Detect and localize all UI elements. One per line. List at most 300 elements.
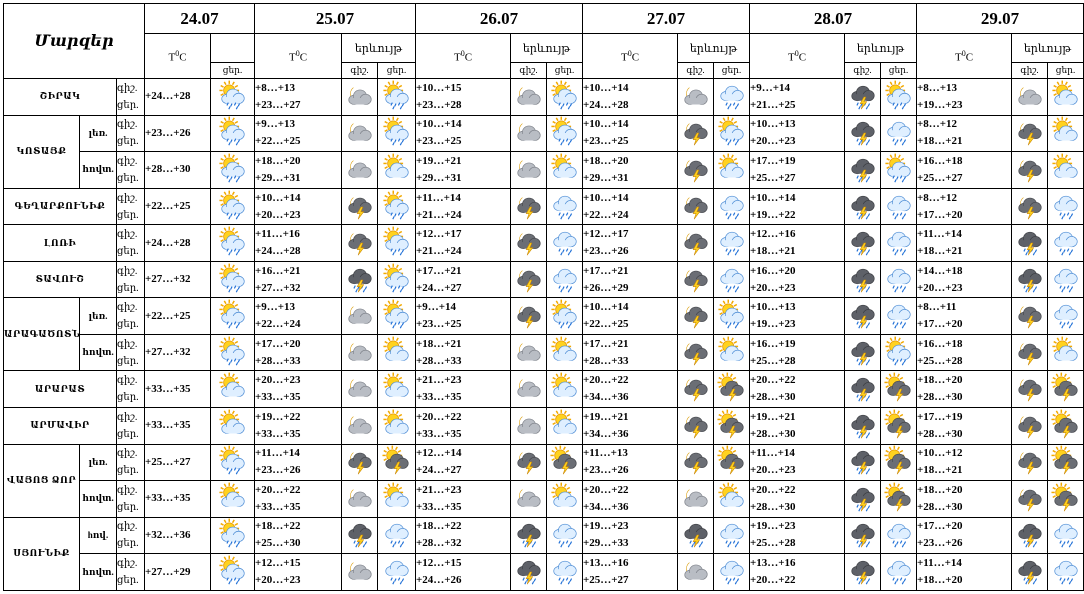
weather-icon-cell-night (678, 188, 714, 225)
temperature-cell (750, 188, 845, 225)
day-label: ցեր. (117, 538, 139, 550)
weather-header: երևույթ (511, 34, 583, 62)
day-temperature: +33…+35 (416, 500, 462, 513)
night-temperature: +21…+23 (416, 483, 462, 496)
sun-cloud-rain-icon (881, 82, 916, 112)
day-temperature: +18…+21 (917, 464, 963, 477)
storm-cloud-icon (845, 118, 880, 148)
day-temperature: +27…+32 (145, 273, 191, 286)
forecast-table (3, 3, 1084, 591)
weather-icon-cell-day (378, 371, 416, 408)
night-temperature: +10…+14 (583, 118, 629, 131)
region-row (4, 444, 1084, 481)
temperature-cell (917, 517, 1012, 554)
sun-cloud-rain-icon (211, 82, 254, 112)
day-temperature: +20…+23 (750, 135, 796, 148)
night-temperature: +17…+19 (917, 410, 963, 423)
temperature-cell (145, 554, 211, 591)
weather-icon-cell-day (881, 79, 917, 116)
night-label: գիշ. (117, 558, 138, 570)
weather-icon-cell-day (714, 408, 750, 445)
night-temperature: +13…+16 (583, 557, 629, 570)
night-temperature: +19…+22 (255, 410, 301, 423)
storm-cloud-icon (1012, 520, 1047, 550)
sun-cloud-rain-icon (211, 265, 254, 295)
weather-icon-cell-day (211, 481, 255, 518)
day-temperature: +20…+23 (750, 281, 796, 294)
moon-storm-icon (1012, 374, 1047, 404)
storm-cloud-icon (845, 192, 880, 222)
day-temperature: +29…+31 (255, 171, 301, 184)
temperature-cell (917, 79, 1012, 116)
day-label: ցեր. (117, 392, 139, 404)
date-header: 24.07 (145, 4, 255, 34)
moon-storm-icon (1012, 192, 1047, 222)
day-temperature: +34…+36 (583, 391, 629, 404)
weather-icon-cell-night (1012, 334, 1048, 371)
weather-icon-cell-day (714, 152, 750, 189)
temperature-cell (583, 115, 678, 152)
storm-cloud-icon (845, 374, 880, 404)
moon-cloud-icon (342, 118, 377, 148)
night-temperature: +9…+14 (750, 81, 791, 94)
day-temperature: +25…+28 (750, 354, 796, 367)
weather-icon-cell-day (881, 152, 917, 189)
cloud-rain-icon (714, 192, 749, 222)
night-temperature: +17…+20 (917, 520, 963, 533)
time-of-day-label (117, 444, 145, 481)
cloud-rain-icon (547, 557, 582, 587)
day-temperature: +20…+23 (255, 574, 301, 587)
temperature-cell (583, 79, 678, 116)
region-name: ՎԱՅՈՑ ՁՈՐ (4, 444, 80, 517)
day-temperature: +22…+24 (255, 318, 301, 331)
cloud-rain-icon (881, 301, 916, 331)
night-subheader: գիշ. (511, 62, 547, 78)
sun-cloud-icon (378, 374, 415, 404)
sun-cloud-rain-icon (211, 447, 254, 477)
weather-icon-cell-night (1012, 225, 1048, 262)
sun-cloud-rain-icon (211, 520, 254, 550)
temperature-cell (583, 261, 678, 298)
temperature-cell (583, 152, 678, 189)
sun-cloud-rain-icon (378, 228, 415, 258)
day-subheader: ցեր. (881, 62, 917, 78)
night-temperature: +16…+18 (917, 154, 963, 167)
area-label: հովտ. (80, 481, 117, 518)
weather-icon-cell-day (211, 408, 255, 445)
day-temperature: +28…+30 (145, 163, 191, 176)
night-temperature: +10…+12 (917, 447, 963, 460)
moon-cloud-icon (511, 82, 546, 112)
storm-cloud-icon (845, 301, 880, 331)
night-temperature: +18…+21 (416, 337, 462, 350)
weather-icon-cell-day (211, 79, 255, 116)
time-of-day-label (117, 152, 145, 189)
region-row (4, 481, 1084, 518)
night-temperature: +10…+15 (416, 81, 462, 94)
temperature-cell (255, 261, 342, 298)
temperature-cell (917, 152, 1012, 189)
sun-cloud-icon (378, 155, 415, 185)
time-of-day-label (117, 481, 145, 518)
weather-icon-cell-day (547, 517, 583, 554)
weather-icon-cell-night (845, 408, 881, 445)
temperature-cell (255, 481, 342, 518)
temp-unit: C (798, 51, 807, 64)
night-temperature: +10…+13 (750, 118, 796, 131)
day-temperature: +33…+35 (145, 419, 191, 432)
temperature-cell (416, 225, 511, 262)
time-of-day-label (117, 298, 145, 335)
moon-storm-icon (1012, 301, 1047, 331)
weather-icon-cell-day (211, 298, 255, 335)
cloud-rain-icon (1048, 265, 1083, 295)
weather-icon-cell-day (378, 517, 416, 554)
day-temperature: +24…+28 (145, 236, 191, 249)
temperature-cell (750, 334, 845, 371)
night-temperature: +20…+22 (583, 374, 629, 387)
weather-icon-cell-day (378, 225, 416, 262)
area-label: լեռ. (80, 444, 117, 481)
weather-icon-cell-night (845, 261, 881, 298)
day-temperature: +28…+30 (750, 500, 796, 513)
weather-icon-cell-night (845, 298, 881, 335)
weather-icon-cell-night (1012, 115, 1048, 152)
storm-cloud-icon (845, 228, 880, 258)
day-temperature: +23…+25 (416, 318, 462, 331)
night-temperature: +19…+23 (583, 520, 629, 533)
moon-storm-icon (511, 192, 546, 222)
day-subheader: ցեր. (714, 62, 750, 78)
night-subheader: գիշ. (678, 62, 714, 78)
weather-icon-cell-night (678, 481, 714, 518)
moon-storm-icon (1012, 338, 1047, 368)
night-temperature: +18…+22 (255, 520, 301, 533)
day-temperature: +33…+35 (255, 500, 301, 513)
temperature-cell (750, 371, 845, 408)
weather-header: երևույթ (845, 34, 917, 62)
cloud-rain-icon (547, 520, 582, 550)
temperature-cell (917, 188, 1012, 225)
moon-storm-icon (678, 447, 713, 477)
sun-cloud-rain-icon (211, 118, 254, 148)
moon-cloud-icon (342, 411, 377, 441)
sun-cloud-icon (211, 374, 254, 404)
weather-icon-cell-day (1048, 298, 1084, 335)
cloud-rain-icon (547, 192, 582, 222)
night-temperature: +9…+13 (255, 118, 296, 131)
weather-icon-cell-night (342, 261, 378, 298)
time-of-day-label (117, 79, 145, 116)
temperature-cell (583, 188, 678, 225)
night-temperature: +10…+14 (583, 191, 629, 204)
sun-cloud-icon (547, 155, 582, 185)
day-label: ցեր. (117, 246, 139, 258)
weather-icon-cell-day (211, 554, 255, 591)
moon-storm-icon (511, 228, 546, 258)
region-name: ԼՈՌԻ (4, 225, 117, 262)
degree-mark: 0 (961, 48, 966, 58)
temperature-cell (583, 334, 678, 371)
region-row (4, 408, 1084, 445)
weather-icon-cell-day (881, 408, 917, 445)
weather-icon-cell-day (881, 517, 917, 554)
region-row (4, 334, 1084, 371)
weather-icon-cell-day (714, 298, 750, 335)
temperature-cell (255, 115, 342, 152)
day-label: ցեր. (117, 282, 139, 294)
day-temperature: +27…+32 (255, 281, 301, 294)
night-temperature: +12…+15 (416, 557, 462, 570)
night-temperature: +17…+19 (750, 154, 796, 167)
weather-icon-cell-day (547, 371, 583, 408)
weather-icon-cell-day (547, 188, 583, 225)
temperature-cell (145, 225, 211, 262)
storm-cloud-icon (511, 520, 546, 550)
moon-cloud-icon (342, 374, 377, 404)
weather-icon-cell-day (714, 115, 750, 152)
weather-icon-cell-day (547, 115, 583, 152)
weather-icon-cell-night (511, 444, 547, 481)
weather-icon-cell-day (547, 408, 583, 445)
weather-icon-cell-day (881, 444, 917, 481)
weather-icon-cell-day (378, 481, 416, 518)
sun-cloud-storm-icon (1048, 411, 1083, 441)
weather-icon-cell-day (714, 188, 750, 225)
weather-icon-cell-day (547, 481, 583, 518)
temperature-cell (750, 481, 845, 518)
day-temperature: +18…+21 (750, 245, 796, 258)
day-temperature: +33…+35 (255, 427, 301, 440)
weather-header: երևույթ (1012, 34, 1084, 62)
weather-icon-cell-night (342, 481, 378, 518)
storm-cloud-icon (845, 155, 880, 185)
night-temperature: +20…+22 (255, 483, 301, 496)
weather-icon-cell-night (678, 79, 714, 116)
sun-cloud-rain-icon (378, 118, 415, 148)
cloud-rain-icon (1048, 228, 1083, 258)
sun-cloud-icon (714, 338, 749, 368)
weather-icon-cell-day (378, 444, 416, 481)
weather-icon-cell-day (881, 371, 917, 408)
day-temperature: +29…+33 (583, 537, 629, 550)
night-temperature: +10…+14 (750, 191, 796, 204)
night-temperature: +18…+20 (255, 154, 301, 167)
day-temperature: +21…+24 (416, 245, 462, 258)
sun-cloud-icon (378, 338, 415, 368)
temperature-cell (750, 554, 845, 591)
night-temperature: +12…+16 (750, 228, 796, 241)
sun-cloud-rain-icon (714, 118, 749, 148)
weather-icon-cell-day (1048, 408, 1084, 445)
temperature-cell (145, 115, 211, 152)
day-temperature: +28…+30 (917, 391, 963, 404)
weather-icon-cell-night (511, 79, 547, 116)
sun-cloud-icon (547, 338, 582, 368)
weather-icon-cell-night (342, 554, 378, 591)
temperature-cell (145, 261, 211, 298)
day-temperature: +29…+31 (416, 171, 462, 184)
sun-cloud-storm-icon (714, 411, 749, 441)
temp-unit: C (965, 51, 974, 64)
weather-icon-cell-night (342, 79, 378, 116)
night-temperature: +11…+16 (255, 228, 300, 241)
moon-storm-icon (1012, 155, 1047, 185)
cloud-rain-icon (881, 192, 916, 222)
sun-cloud-icon (211, 411, 254, 441)
night-temperature: +16…+18 (917, 337, 963, 350)
storm-cloud-icon (678, 520, 713, 550)
storm-cloud-icon (845, 484, 880, 514)
temperature-cell (145, 298, 211, 335)
weather-icon-cell-day (1048, 225, 1084, 262)
night-temperature: +11…+14 (255, 447, 300, 460)
night-subheader: գիշ. (1012, 62, 1048, 78)
day-temperature: +22…+24 (583, 208, 629, 221)
weather-icon-cell-day (211, 261, 255, 298)
cloud-rain-icon (714, 228, 749, 258)
time-of-day-label (117, 225, 145, 262)
temperature-cell (583, 371, 678, 408)
temperature-cell (255, 152, 342, 189)
day-subheader: ցեր. (211, 62, 255, 78)
weather-icon-cell-day (881, 261, 917, 298)
weather-icon-cell-night (845, 225, 881, 262)
sun-cloud-storm-icon (881, 484, 916, 514)
weather-icon-cell-night (678, 408, 714, 445)
day-temperature: +27…+32 (145, 346, 191, 359)
day-temperature: +33…+35 (145, 492, 191, 505)
weather-icon-cell-night (845, 481, 881, 518)
night-temperature: +9…+13 (255, 301, 296, 314)
weather-icon-cell-day (211, 444, 255, 481)
weather-icon-cell-day (211, 152, 255, 189)
temperature-cell (416, 517, 511, 554)
weather-icon-cell-night (511, 554, 547, 591)
day-temperature: +22…+25 (145, 200, 191, 213)
moon-storm-icon (1012, 411, 1047, 441)
day-temperature: +20…+23 (255, 208, 301, 221)
temperature-cell (255, 79, 342, 116)
weather-icon-cell-day (378, 554, 416, 591)
storm-cloud-icon (1012, 228, 1047, 258)
sun-cloud-icon (1048, 155, 1083, 185)
moon-storm-icon (1012, 484, 1047, 514)
temperature-cell (416, 444, 511, 481)
moon-storm-icon (342, 192, 377, 222)
temperature-cell (416, 79, 511, 116)
cloud-rain-icon (714, 265, 749, 295)
region-row (4, 188, 1084, 225)
night-label: գիշ. (117, 338, 138, 350)
temperature-cell (145, 334, 211, 371)
night-temperature: +17…+20 (255, 337, 301, 350)
moon-storm-icon (678, 118, 713, 148)
temperature-cell (416, 408, 511, 445)
storm-cloud-icon (845, 82, 880, 112)
temperature-cell (145, 188, 211, 225)
cloud-rain-icon (881, 520, 916, 550)
temperature-cell (255, 517, 342, 554)
temperature-cell (255, 408, 342, 445)
moon-cloud-icon (511, 155, 546, 185)
date-header: 27.07 (583, 4, 750, 34)
cloud-rain-icon (378, 557, 415, 587)
moon-cloud-icon (511, 484, 546, 514)
day-temperature: +28…+30 (750, 391, 796, 404)
weather-icon-cell-night (1012, 554, 1048, 591)
weather-icon-cell-day (378, 408, 416, 445)
temperature-cell (255, 225, 342, 262)
moon-cloud-icon (342, 301, 377, 331)
temp-header (145, 34, 211, 79)
night-temperature: +9…+14 (416, 301, 457, 314)
weather-icon-cell-day (378, 79, 416, 116)
day-temperature: +18…+20 (917, 574, 963, 587)
sun-cloud-rain-icon (378, 265, 415, 295)
temperature-cell (416, 115, 511, 152)
moon-storm-icon (1012, 118, 1047, 148)
night-temperature: +16…+20 (750, 264, 796, 277)
date-header: 29.07 (917, 4, 1084, 34)
weather-icon-cell-day (211, 517, 255, 554)
temperature-cell (416, 298, 511, 335)
day-temperature: +21…+25 (750, 98, 796, 111)
moon-storm-icon (342, 228, 377, 258)
sun-cloud-rain-icon (211, 557, 254, 587)
temperature-cell (145, 371, 211, 408)
sun-cloud-rain-icon (211, 155, 254, 185)
time-of-day-label (117, 554, 145, 591)
day-subheader: ցեր. (378, 62, 416, 78)
day-temperature: +23…+27 (255, 98, 301, 111)
temperature-cell (750, 152, 845, 189)
date-header: 28.07 (750, 4, 917, 34)
sun-cloud-rain-icon (714, 301, 749, 331)
storm-cloud-icon (845, 338, 880, 368)
weather-icon-cell-day (1048, 444, 1084, 481)
weather-icon-cell-night (678, 115, 714, 152)
weather-icon-cell-night (511, 225, 547, 262)
weather-icon-cell-night (511, 517, 547, 554)
moon-cloud-icon (678, 82, 713, 112)
weather-header-blank (211, 34, 255, 62)
cloud-rain-icon (881, 228, 916, 258)
weather-icon-cell-day (211, 225, 255, 262)
storm-cloud-icon (845, 447, 880, 477)
weather-icon-cell-night (845, 371, 881, 408)
weather-icon-cell-night (511, 115, 547, 152)
region-row (4, 371, 1084, 408)
region-name: ՏԱՎՈՒՇ (4, 261, 117, 298)
region-name: ՍՅՈՒՆԻՔ (4, 517, 80, 590)
weather-icon-cell-day (1048, 261, 1084, 298)
night-temperature: +11…+14 (917, 557, 962, 570)
night-temperature: +8…+13 (917, 81, 958, 94)
weather-icon-cell-day (547, 152, 583, 189)
weather-icon-cell-night (845, 554, 881, 591)
sun-cloud-rain-icon (881, 155, 916, 185)
weather-icon-cell-day (211, 188, 255, 225)
temperature-cell (917, 481, 1012, 518)
day-temperature: +34…+36 (583, 427, 629, 440)
moon-storm-icon (342, 447, 377, 477)
moon-cloud-icon (342, 557, 377, 587)
temp-header (917, 34, 1012, 79)
moon-cloud-icon (678, 557, 713, 587)
night-subheader: գիշ. (845, 62, 881, 78)
